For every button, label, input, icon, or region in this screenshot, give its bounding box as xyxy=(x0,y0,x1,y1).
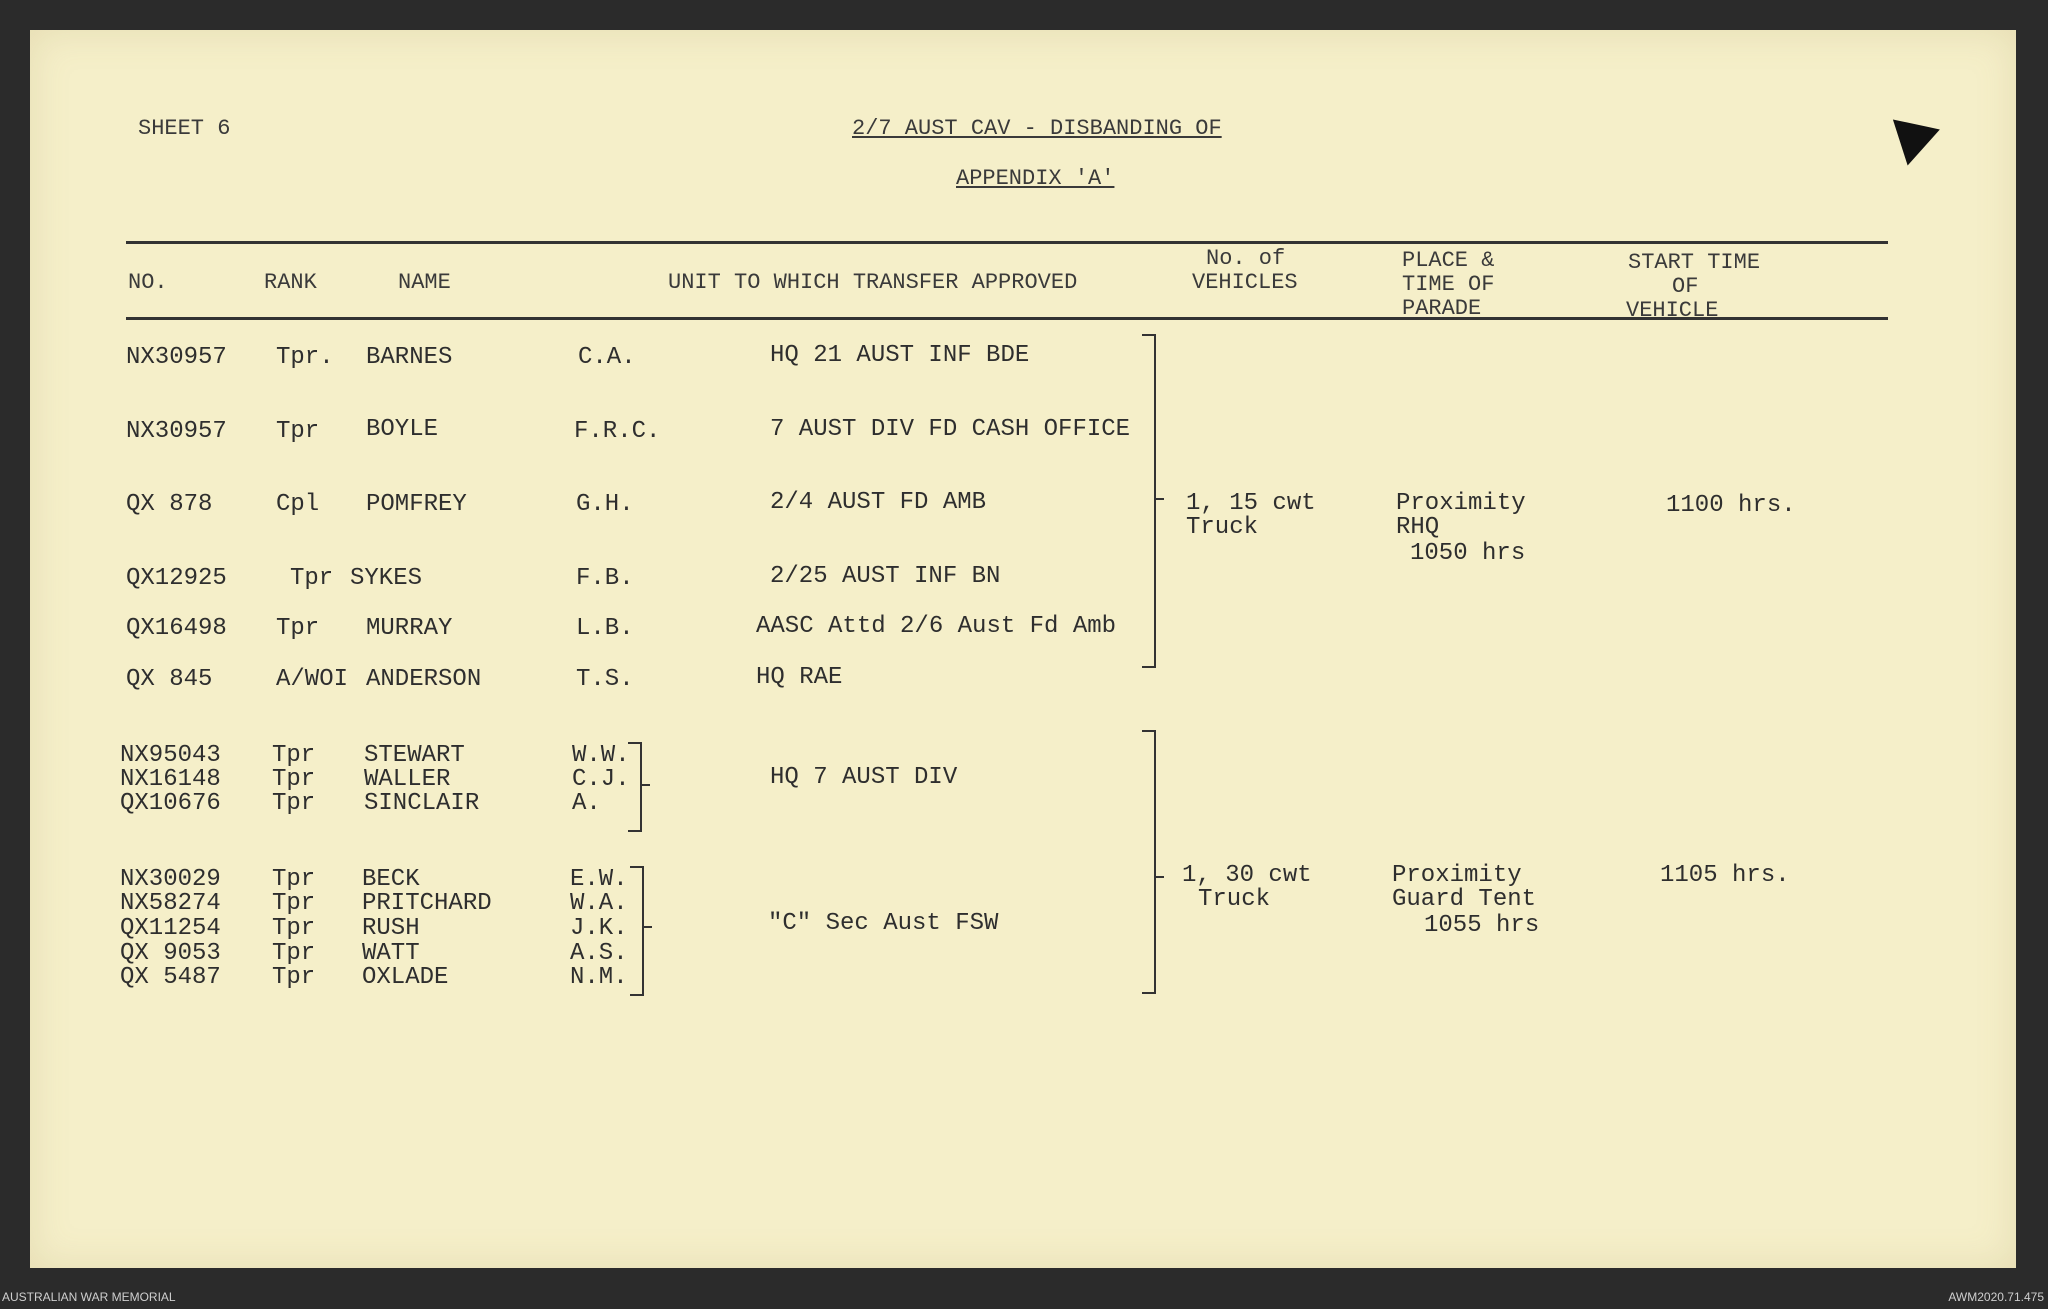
document-page xyxy=(30,30,2016,1268)
row-initials: J.K. xyxy=(570,915,628,942)
row-name: SYKES xyxy=(350,565,423,592)
group-bracket xyxy=(1142,730,1156,994)
row-unit: 7 AUST DIV FD CASH OFFICE xyxy=(770,416,1131,443)
col-header-vehicles-1: No. of xyxy=(1206,246,1286,271)
row-name: POMFREY xyxy=(366,491,467,518)
subgroup-bracket xyxy=(628,742,642,832)
footer-credit: AUSTRALIAN WAR MEMORIAL xyxy=(2,1290,176,1304)
row-unit: AASC Attd 2/6 Aust Fd Amb xyxy=(756,613,1117,640)
row-initials: A. xyxy=(572,790,601,817)
row-name: WATT xyxy=(362,940,420,967)
header-top-rule xyxy=(126,241,1888,244)
row-initials: C.A. xyxy=(578,344,636,371)
row-no: QX16498 xyxy=(126,615,227,642)
row-no: NX30957 xyxy=(126,418,227,445)
row-no: NX30029 xyxy=(120,866,221,893)
group-2-unit: HQ 7 AUST DIV xyxy=(770,764,958,791)
sheet-number: SHEET 6 xyxy=(138,116,231,141)
row-name: RUSH xyxy=(362,915,420,942)
row-initials: A.S. xyxy=(570,940,628,967)
place-block-2-line-3: 1055 hrs xyxy=(1424,912,1540,939)
subgroup-bracket xyxy=(630,866,644,996)
row-initials: W.W. xyxy=(572,742,630,769)
row-no: QX10676 xyxy=(120,790,221,817)
col-header-start-2: OF xyxy=(1672,274,1699,299)
place-block-1-line-2: RHQ xyxy=(1396,514,1440,541)
row-initials: C.J. xyxy=(572,766,630,793)
col-header-start-1: START TIME xyxy=(1628,250,1761,275)
row-no: QX11254 xyxy=(120,915,221,942)
row-unit: HQ 21 AUST INF BDE xyxy=(770,342,1030,369)
row-initials: T.S. xyxy=(576,666,634,693)
row-unit: HQ RAE xyxy=(756,664,843,691)
row-rank: Tpr xyxy=(272,940,316,967)
col-header-start-3: VEHICLE xyxy=(1626,298,1719,323)
col-header-vehicles-2: VEHICLES xyxy=(1192,270,1298,295)
header-bottom-rule xyxy=(126,317,1888,320)
row-initials: F.B. xyxy=(576,565,634,592)
place-block-1-line-1: Proximity xyxy=(1396,490,1526,517)
row-unit: 2/25 AUST INF BN xyxy=(770,563,1001,590)
vehicles-block-2-line-1: 1, 30 cwt xyxy=(1182,862,1312,889)
col-header-place-3: PARADE xyxy=(1402,296,1482,321)
row-rank: Tpr xyxy=(272,742,316,769)
row-name: STEWART xyxy=(364,742,465,769)
row-rank: Tpr xyxy=(272,866,316,893)
row-initials: W.A. xyxy=(570,890,628,917)
start-time-block-1: 1100 hrs. xyxy=(1666,492,1796,519)
col-header-unit: UNIT TO WHICH TRANSFER APPROVED xyxy=(668,270,1078,295)
subgroup-bracket-tick xyxy=(640,784,650,786)
row-no: NX58274 xyxy=(120,890,221,917)
row-name: SINCLAIR xyxy=(364,790,480,817)
row-rank: Tpr xyxy=(276,418,320,445)
vehicles-block-2-line-2: Truck xyxy=(1198,886,1271,913)
row-name: BARNES xyxy=(366,344,453,371)
row-rank: Tpr xyxy=(272,890,316,917)
row-initials: G.H. xyxy=(576,491,634,518)
group-bracket xyxy=(1142,334,1156,668)
group-bracket-tick xyxy=(1154,876,1164,878)
row-rank: Cpl xyxy=(276,491,320,518)
row-no: QX12925 xyxy=(126,565,227,592)
row-rank: Tpr xyxy=(272,790,316,817)
col-header-rank: RANK xyxy=(264,270,317,295)
row-no: NX95043 xyxy=(120,742,221,769)
col-header-no: NO. xyxy=(128,270,168,295)
group-bracket-tick xyxy=(1154,498,1164,500)
row-rank: A/WOI xyxy=(276,666,349,693)
row-initials: N.M. xyxy=(570,964,628,991)
document-title: 2/7 AUST CAV - DISBANDING OF xyxy=(852,116,1222,141)
col-header-place-2: TIME OF xyxy=(1402,272,1495,297)
row-initials: E.W. xyxy=(570,866,628,893)
footer-accession: AWM2020.71.475 xyxy=(1948,1290,2044,1304)
place-block-2-line-1: Proximity xyxy=(1392,862,1522,889)
place-block-1-line-3: 1050 hrs xyxy=(1410,540,1526,567)
col-header-name: NAME xyxy=(398,270,451,295)
row-no: QX 845 xyxy=(126,666,213,693)
row-no: NX16148 xyxy=(120,766,221,793)
group-3-unit: "C" Sec Aust FSW xyxy=(768,910,999,937)
row-name: MURRAY xyxy=(366,615,453,642)
row-rank: Tpr xyxy=(272,915,316,942)
row-name: ANDERSON xyxy=(366,666,482,693)
subgroup-bracket-tick xyxy=(642,926,652,928)
row-name: OXLADE xyxy=(362,964,449,991)
row-initials: L.B. xyxy=(576,615,634,642)
appendix-title: APPENDIX 'A' xyxy=(956,166,1115,191)
vehicles-block-1-line-1: 1, 15 cwt xyxy=(1186,490,1316,517)
row-no: QX 878 xyxy=(126,491,213,518)
row-name: BOYLE xyxy=(366,416,439,443)
row-name: WALLER xyxy=(364,766,451,793)
row-initials: F.R.C. xyxy=(574,418,661,445)
row-unit: 2/4 AUST FD AMB xyxy=(770,489,987,516)
row-rank: Tpr xyxy=(272,766,316,793)
row-name: PRITCHARD xyxy=(362,890,492,917)
row-rank: Tpr xyxy=(272,964,316,991)
row-no: NX30957 xyxy=(126,344,227,371)
row-name: BECK xyxy=(362,866,420,893)
vehicles-block-1-line-2: Truck xyxy=(1186,514,1259,541)
row-no: QX 9053 xyxy=(120,940,221,967)
start-time-block-2: 1105 hrs. xyxy=(1660,862,1790,889)
row-rank: Tpr xyxy=(276,615,320,642)
row-rank: Tpr. xyxy=(276,344,334,371)
row-no: QX 5487 xyxy=(120,964,221,991)
col-header-place-1: PLACE & xyxy=(1402,248,1495,273)
row-rank: Tpr xyxy=(290,565,334,592)
place-block-2-line-2: Guard Tent xyxy=(1392,886,1537,913)
